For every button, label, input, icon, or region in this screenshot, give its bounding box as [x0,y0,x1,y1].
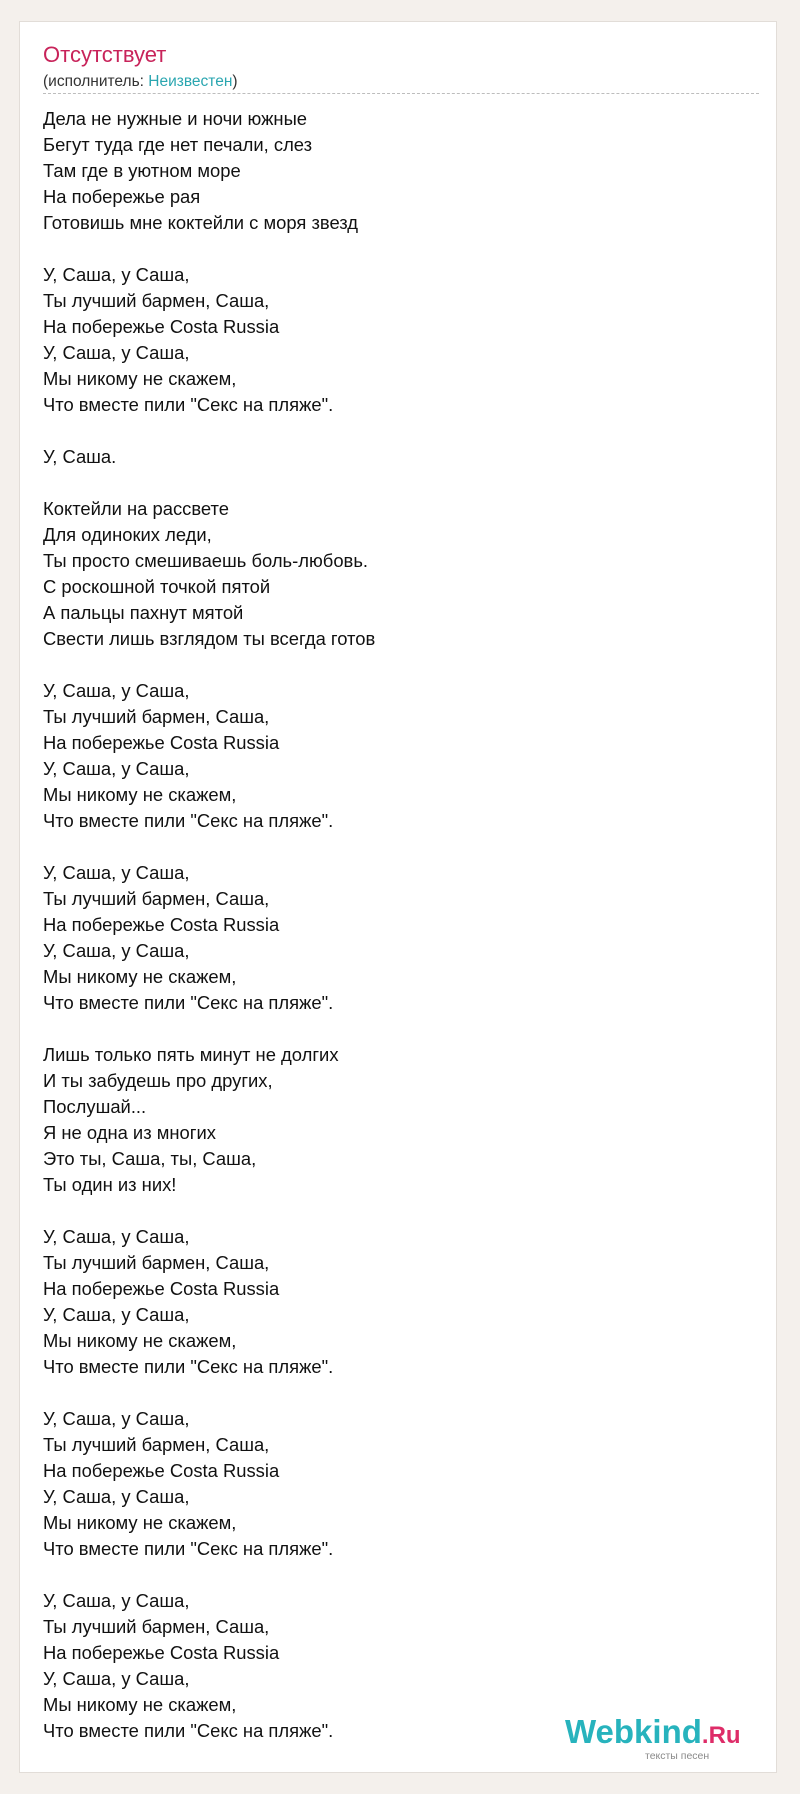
lyric-line: На побережье Costa Russia [43,1460,280,1481]
lyric-line: Мы никому не скажем, [43,966,237,987]
logo-wordmark [565,1714,741,1754]
site-logo[interactable] [565,1714,775,1764]
lyric-line: У, Саша, у Саша, [43,1304,190,1325]
lyric-line: Мы никому не скажем, [43,368,237,389]
lyric-line: Ты лучший бармен, Саша, [43,706,270,727]
lyric-line: У, Саша, у Саша, [43,1590,190,1611]
lyric-line: У, Саша, у Саша, [43,940,190,961]
lyrics-stanza [43,1224,743,1380]
lyrics-stanza [43,496,743,652]
lyric-line: Там где в уютном море [43,160,241,181]
lyric-line: На побережье Costa Russia [43,914,280,935]
lyric-line: Лишь только пять минут не долгих [43,1044,339,1065]
lyric-line: У, Саша, у Саша, [43,1408,190,1429]
lyric-line: Послушай... [43,1096,147,1117]
lyric-line: Мы никому не скажем, [43,784,237,805]
lyric-line: Дела не нужные и ночи южные [43,108,308,129]
lyric-line: А пальцы пахнут мятой [43,602,244,623]
lyric-line: Я не одна из многих [43,1122,216,1143]
lyrics-stanza [43,106,743,236]
lyric-line: Мы никому не скажем, [43,1512,237,1533]
lyric-line: Ты один из них! [43,1174,177,1195]
lyric-line: Ты лучший бармен, Саша, [43,1252,270,1273]
lyrics-stanza [43,444,743,470]
lyric-line: Мы никому не скажем, [43,1694,237,1715]
lyric-line: Что вместе пили "Секс на пляже". [43,992,334,1013]
lyric-line: У, Саша, у Саша, [43,680,190,701]
lyric-line: Что вместе пили "Секс на пляже". [43,1356,334,1377]
lyric-line: Для одиноких леди, [43,524,212,545]
header-divider [43,93,759,94]
lyric-line: У, Саша, у Саша, [43,1668,190,1689]
byline-prefix: (исполнитель: [43,73,149,90]
lyric-line: У, Саша, у Саша, [43,758,190,779]
lyric-line: Свести лишь взглядом ты всегда готов [43,628,376,649]
lyrics-stanza [43,1406,743,1562]
lyric-line: Мы никому не скажем, [43,1330,237,1351]
lyric-line: Бегут туда где нет печали, слез [43,134,313,155]
artist-link[interactable]: Неизвестен [148,73,233,90]
lyric-line: Готовишь мне коктейли с моря звезд [43,212,359,233]
lyric-line: Ты лучший бармен, Саша, [43,888,270,909]
lyric-line: И ты забудешь про других, [43,1070,273,1091]
song-title: Отсутствует [43,42,167,67]
lyric-line: На побережье Costa Russia [43,316,280,337]
lyric-line: Коктейли на рассвете [43,498,229,519]
lyric-line: Ты лучший бармен, Саша, [43,1616,270,1637]
lyric-line: На побережье Costa Russia [43,1278,280,1299]
lyric-line: У, Саша, у Саша, [43,862,190,883]
lyric-line: Что вместе пили "Секс на пляже". [43,394,334,415]
lyric-line: Что вместе пили "Секс на пляже". [43,1538,334,1559]
lyric-line: На побережье Costa Russia [43,1642,280,1663]
lyrics-stanza [43,262,743,418]
artist-byline [43,72,238,92]
lyrics-card [19,21,777,1773]
byline-suffix: ) [232,73,238,90]
logo-word: Webkind [565,1713,702,1750]
lyric-line: На побережье рая [43,186,201,207]
logo-tld: .Ru [701,1722,741,1749]
lyrics-stanza [43,1042,743,1198]
lyrics-stanza [43,860,743,1016]
lyric-line: Ты лучший бармен, Саша, [43,1434,270,1455]
lyric-line: Что вместе пили "Секс на пляже". [43,1720,334,1741]
lyrics-body [43,106,743,1770]
lyric-line: На побережье Costa Russia [43,732,280,753]
lyric-line: Это ты, Саша, ты, Саша, [43,1148,257,1169]
lyric-line: Ты лучший бармен, Саша, [43,290,270,311]
lyric-line: У, Саша, у Саша, [43,1226,190,1247]
logo-tagline: тексты песен [645,1750,710,1762]
lyric-line: С роскошной точкой пятой [43,576,271,597]
lyrics-stanza [43,678,743,834]
lyric-line: Ты просто смешиваешь боль-любовь. [43,550,369,571]
lyric-line: У, Саша, у Саша, [43,1486,190,1507]
lyric-line: Что вместе пили "Секс на пляже". [43,810,334,831]
lyric-line: У, Саша. [43,446,117,467]
lyric-line: У, Саша, у Саша, [43,264,190,285]
lyric-line: У, Саша, у Саша, [43,342,190,363]
